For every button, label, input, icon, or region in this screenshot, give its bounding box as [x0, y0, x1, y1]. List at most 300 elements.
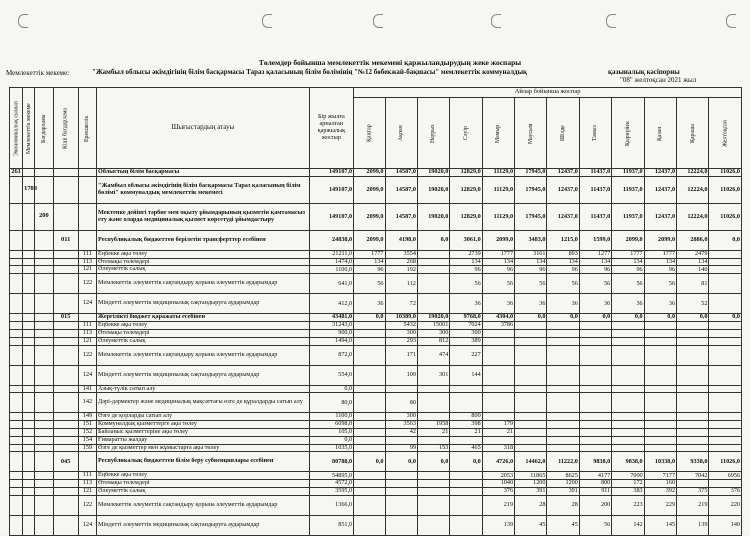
- row-code: 151: [78, 421, 96, 429]
- row-month-value: 12437,0: [644, 203, 676, 230]
- col-header-month: Мамыр: [482, 98, 514, 169]
- row-code: 149: [78, 413, 96, 421]
- row-month-value: [579, 345, 611, 365]
- row-month-value: 56: [547, 274, 579, 294]
- row-month-value: [515, 385, 547, 393]
- row-month-value: [579, 365, 611, 385]
- row-month-value: [612, 428, 644, 436]
- row-month-value: 80: [385, 393, 417, 413]
- row-month-value: 96: [450, 266, 482, 274]
- empty-code-cell: [35, 495, 53, 515]
- row-month-value: 12437,0: [547, 176, 579, 203]
- row-total: 900,0: [309, 329, 354, 337]
- row-month-value: 0,0: [579, 314, 611, 322]
- row-month-value: [354, 322, 385, 330]
- row-month-value: [579, 385, 611, 393]
- hole-mark: [18, 14, 28, 28]
- table-row: [10, 515, 742, 535]
- row-month-value: [579, 329, 611, 337]
- row-month-value: [677, 385, 709, 393]
- row-month-value: 300: [450, 329, 482, 337]
- empty-code-cell: [35, 428, 53, 436]
- row-month-value: [354, 436, 385, 444]
- row-month-value: 0,0: [547, 314, 579, 322]
- row-month-value: 0,0: [677, 314, 709, 322]
- row-month-value: [450, 385, 482, 393]
- empty-code-cell: [23, 452, 35, 472]
- row-total: 0,0: [309, 436, 354, 444]
- row-month-value: 11026,0: [709, 203, 742, 230]
- col-header-econ: Экономикалық сынып: [10, 88, 23, 169]
- empty-code-cell: [35, 345, 53, 365]
- row-month-value: [612, 436, 644, 444]
- row-month-value: [354, 495, 385, 515]
- row-month-value: [644, 444, 676, 452]
- row-month-value: 11437,0: [579, 203, 611, 230]
- row-month-value: 36: [644, 294, 676, 314]
- row-month-value: 36: [579, 294, 611, 314]
- row-total: 1035,0: [309, 444, 354, 452]
- row-month-value: [354, 413, 385, 421]
- row-month-value: [709, 294, 742, 314]
- col-header-subprogram: Кіші бағдарлама: [53, 88, 78, 169]
- hole-mark: [606, 14, 616, 28]
- empty-code-cell: [53, 329, 78, 337]
- row-month-value: 11865: [515, 472, 547, 480]
- col-header-program: Бағдарлама: [35, 88, 53, 169]
- row-month-value: [644, 413, 676, 421]
- row-month-value: 42: [385, 428, 417, 436]
- empty-code-cell: [35, 480, 53, 488]
- row-month-value: [579, 322, 611, 330]
- row-month-value: 56: [450, 274, 482, 294]
- row-month-value: 12437,0: [644, 176, 676, 203]
- row-month-value: [515, 393, 547, 413]
- row-month-value: 140: [677, 266, 709, 274]
- row-total: 80788,0: [309, 452, 354, 472]
- row-name: Өзге де қорларды сатып алу: [97, 413, 310, 421]
- empty-code-cell: [10, 322, 23, 330]
- col-header-month: Қаңтар: [354, 98, 385, 169]
- row-month-value: 56: [515, 274, 547, 294]
- row-month-value: 15001: [417, 322, 449, 330]
- row-month-value: [579, 337, 611, 345]
- row-month-value: 45: [515, 515, 547, 535]
- row-month-value: [450, 480, 482, 488]
- row-month-value: [482, 393, 514, 413]
- row-month-value: [547, 322, 579, 330]
- row-month-value: [547, 385, 579, 393]
- row-total: 1100,0: [309, 266, 354, 274]
- table-row: [10, 203, 742, 230]
- empty-code-cell: [78, 452, 96, 472]
- row-month-value: [677, 413, 709, 421]
- empty-code-cell: [53, 428, 78, 436]
- row-month-value: [644, 322, 676, 330]
- col-header-institution: Мемлекеттік мекеме: [23, 88, 35, 169]
- row-total: 872,0: [309, 345, 354, 365]
- row-month-value: [417, 266, 449, 274]
- row-month-value: 2099,0: [354, 230, 385, 250]
- row-month-value: 11026,0: [709, 452, 742, 472]
- row-month-value: 0,0: [417, 230, 449, 250]
- row-month-value: [515, 365, 547, 385]
- row-name: Байланыс қызметтеріне ақы төлеу: [97, 428, 310, 436]
- row-month-value: [709, 250, 742, 258]
- row-month-value: 3554: [385, 250, 417, 258]
- empty-code-cell: [10, 365, 23, 385]
- empty-code-cell: [35, 266, 53, 274]
- row-month-value: 800: [579, 480, 611, 488]
- col-header-month: Тамыз: [579, 98, 611, 169]
- table-row: [10, 365, 742, 385]
- row-month-value: [547, 345, 579, 365]
- row-month-value: 2099,0: [354, 203, 385, 230]
- empty-code-cell: [10, 274, 23, 294]
- empty-code-cell: [10, 329, 23, 337]
- row-month-value: 2053: [482, 472, 514, 480]
- row-month-value: 11437,0: [579, 176, 611, 203]
- row-month-value: 17945,0: [515, 176, 547, 203]
- row-month-value: 144: [450, 365, 482, 385]
- institution-suffix: қазыналық кәсіпорны: [608, 68, 680, 76]
- empty-code-cell: [53, 472, 78, 480]
- row-month-value: [709, 274, 742, 294]
- row-code: 141: [78, 385, 96, 393]
- row-month-value: [644, 428, 676, 436]
- empty-code-cell: [35, 488, 53, 496]
- row-name: Міндетті әлеуметтік медициналық сақтандыруға аударымдар: [97, 294, 310, 314]
- empty-code-cell: [53, 274, 78, 294]
- row-code: 122: [78, 495, 96, 515]
- empty-code-cell: [53, 169, 78, 177]
- row-name: Республикалық бюджеттен берілетін трансферттер есебінен: [97, 230, 310, 250]
- empty-code-cell: [10, 393, 23, 413]
- col-header-months-group: Айлар бойынша жоспар: [354, 88, 742, 98]
- row-month-value: 465: [450, 444, 482, 452]
- row-total: 54895,0: [309, 472, 354, 480]
- row-month-value: 160: [644, 480, 676, 488]
- empty-code-cell: [53, 337, 78, 345]
- empty-code-cell: [23, 266, 35, 274]
- institution-label: Мемлекеттік мекеме:: [6, 69, 70, 77]
- table-row: [10, 230, 742, 250]
- empty-code-cell: [10, 258, 23, 266]
- row-month-value: 11937,0: [612, 169, 644, 177]
- row-month-value: 96: [547, 266, 579, 274]
- empty-code-cell: [23, 393, 35, 413]
- table-row: [10, 176, 742, 203]
- row-code: 113: [78, 329, 96, 337]
- row-name: Еңбекке ақы төлеу: [97, 250, 310, 258]
- row-code: 011: [53, 230, 78, 250]
- empty-code-cell: [23, 169, 35, 177]
- row-month-value: 11222,0: [547, 452, 579, 472]
- row-total: 24838,0: [309, 230, 354, 250]
- empty-code-cell: [78, 203, 96, 230]
- row-month-value: 134: [450, 258, 482, 266]
- row-month-value: [547, 428, 579, 436]
- row-month-value: 0,0: [417, 452, 449, 472]
- row-code: 111: [78, 250, 96, 258]
- row-total: 4572,0: [309, 480, 354, 488]
- row-name: Өзге де қызметтер мен жұмыстарға ақы төлеу: [97, 444, 310, 452]
- row-month-value: 2099,0: [354, 169, 385, 177]
- row-month-value: 0,0: [354, 314, 385, 322]
- row-month-value: 2099,0: [612, 230, 644, 250]
- empty-code-cell: [53, 480, 78, 488]
- row-month-value: [547, 436, 579, 444]
- row-month-value: 179: [482, 421, 514, 429]
- row-month-value: 391: [547, 488, 579, 496]
- row-month-value: [417, 385, 449, 393]
- row-month-value: 171: [385, 345, 417, 365]
- row-month-value: 172: [612, 480, 644, 488]
- empty-code-cell: [23, 413, 35, 421]
- row-month-value: [385, 515, 417, 535]
- empty-code-cell: [35, 230, 53, 250]
- row-month-value: [417, 393, 449, 413]
- empty-code-cell: [35, 169, 53, 177]
- row-month-value: [709, 329, 742, 337]
- empty-code-cell: [53, 421, 78, 429]
- table-row: [10, 444, 742, 452]
- row-name: Республикалық бюджеттен білім беру субвенциялары есебінен: [97, 452, 310, 472]
- row-month-value: [547, 421, 579, 429]
- row-month-value: 192: [385, 266, 417, 274]
- row-month-value: 1777: [644, 250, 676, 258]
- empty-code-cell: [78, 230, 96, 250]
- row-month-value: [644, 329, 676, 337]
- row-month-value: 153: [417, 444, 449, 452]
- row-month-value: [547, 413, 579, 421]
- row-month-value: 134: [579, 258, 611, 266]
- row-month-value: 293: [385, 337, 417, 345]
- row-month-value: 36: [482, 294, 514, 314]
- row-code: 111: [78, 472, 96, 480]
- empty-code-cell: [53, 436, 78, 444]
- row-month-value: 229: [644, 495, 676, 515]
- row-name: Әлеуметтік салық: [97, 337, 310, 345]
- col-header-specific: Ерекшелік: [78, 88, 96, 169]
- empty-code-cell: [35, 472, 53, 480]
- empty-code-cell: [35, 337, 53, 345]
- row-month-value: [417, 515, 449, 535]
- row-month-value: [515, 337, 547, 345]
- row-month-value: [417, 472, 449, 480]
- row-month-value: 4177: [579, 472, 611, 480]
- empty-code-cell: [23, 314, 35, 322]
- row-month-value: 36: [612, 294, 644, 314]
- empty-code-cell: [10, 488, 23, 496]
- row-month-value: [450, 472, 482, 480]
- empty-code-cell: [10, 413, 23, 421]
- row-code: 121: [78, 488, 96, 496]
- row-month-value: 28: [515, 495, 547, 515]
- table-row: [10, 488, 742, 496]
- row-month-value: [417, 480, 449, 488]
- row-month-value: [547, 365, 579, 385]
- row-month-value: 4304,0: [482, 314, 514, 322]
- row-month-value: 1215,0: [547, 230, 579, 250]
- row-month-value: 56: [482, 274, 514, 294]
- row-month-value: 19020,0: [417, 169, 449, 177]
- row-month-value: [515, 329, 547, 337]
- row-month-value: [579, 428, 611, 436]
- row-month-value: 7024: [450, 322, 482, 330]
- row-month-value: 56: [579, 515, 611, 535]
- empty-code-cell: [23, 421, 35, 429]
- row-total: 1366,0: [309, 495, 354, 515]
- row-month-value: [354, 488, 385, 496]
- row-name: Жергілікті бюджет қаражаты есебінен: [97, 314, 310, 322]
- row-month-value: [354, 472, 385, 480]
- row-month-value: 2886,0: [677, 230, 709, 250]
- row-month-value: 56: [612, 274, 644, 294]
- row-month-value: [354, 329, 385, 337]
- row-month-value: 0,0: [515, 314, 547, 322]
- row-month-value: [579, 444, 611, 452]
- row-month-value: 375: [677, 488, 709, 496]
- row-month-value: 911: [579, 488, 611, 496]
- row-month-value: 1040: [482, 480, 514, 488]
- row-month-value: 383: [612, 488, 644, 496]
- row-name: Мемлекеттік әлеуметтік сақтандыру қорына әлеуметтік аударымдар: [97, 345, 310, 365]
- empty-code-cell: [35, 515, 53, 535]
- empty-code-cell: [10, 250, 23, 258]
- row-total: 412,0: [309, 294, 354, 314]
- row-month-value: 14587,0: [385, 203, 417, 230]
- row-month-value: 36: [515, 294, 547, 314]
- empty-code-cell: [35, 322, 53, 330]
- row-month-value: 56: [579, 274, 611, 294]
- row-month-value: [709, 266, 742, 274]
- empty-code-cell: [35, 314, 53, 322]
- row-month-value: [612, 345, 644, 365]
- row-month-value: 45: [547, 515, 579, 535]
- row-month-value: 6956: [709, 472, 742, 480]
- empty-code-cell: [10, 428, 23, 436]
- empty-code-cell: [35, 329, 53, 337]
- row-month-value: [417, 258, 449, 266]
- empty-code-cell: [35, 250, 53, 258]
- row-month-value: 268: [385, 258, 417, 266]
- row-month-value: 200: [579, 495, 611, 515]
- row-name: Дәрі-дәрмектер және медициналық мақсаттағы өзге де құралдарды сатып алу: [97, 393, 310, 413]
- row-month-value: [385, 436, 417, 444]
- row-month-value: 1200: [515, 480, 547, 488]
- row-month-value: 0,0: [612, 314, 644, 322]
- row-month-value: 1958: [417, 421, 449, 429]
- row-month-value: 318: [482, 444, 514, 452]
- table-row: [10, 169, 742, 177]
- col-header-month: Желтоқсан: [709, 98, 742, 169]
- empty-code-cell: [35, 274, 53, 294]
- col-header-month: Наурыз: [417, 98, 449, 169]
- col-header-month: Қыркүйек: [612, 98, 644, 169]
- row-month-value: 2099,0: [354, 176, 385, 203]
- row-month-value: [709, 365, 742, 385]
- row-month-value: [354, 385, 385, 393]
- row-code: 113: [78, 258, 96, 266]
- empty-code-cell: [53, 393, 78, 413]
- empty-code-cell: [10, 495, 23, 515]
- col-header-month: Қазан: [644, 98, 676, 169]
- row-month-value: [677, 444, 709, 452]
- document-date: "08" желтоқсан 2021 жыл: [620, 76, 697, 84]
- row-month-value: 96: [482, 266, 514, 274]
- empty-code-cell: [10, 480, 23, 488]
- row-month-value: [547, 329, 579, 337]
- row-code: 111: [78, 322, 96, 330]
- row-month-value: 9838,0: [579, 452, 611, 472]
- row-month-value: [612, 365, 644, 385]
- row-month-value: 52: [677, 294, 709, 314]
- row-code: 121: [78, 266, 96, 274]
- empty-code-cell: [23, 480, 35, 488]
- empty-code-cell: [35, 393, 53, 413]
- row-month-value: [515, 428, 547, 436]
- row-month-value: 227: [450, 345, 482, 365]
- row-month-value: [450, 515, 482, 535]
- row-month-value: [644, 385, 676, 393]
- row-code: 124: [78, 294, 96, 314]
- row-month-value: 134: [482, 258, 514, 266]
- row-month-value: [354, 444, 385, 452]
- row-month-value: 134: [547, 258, 579, 266]
- row-month-value: [709, 428, 742, 436]
- empty-code-cell: [35, 413, 53, 421]
- row-month-value: 140: [709, 515, 742, 535]
- row-month-value: 96: [354, 266, 385, 274]
- row-month-value: 19020,0: [417, 176, 449, 203]
- row-month-value: 21: [482, 428, 514, 436]
- empty-code-cell: [35, 436, 53, 444]
- hole-mark: [373, 14, 383, 28]
- row-month-value: [354, 480, 385, 488]
- table-row: [10, 345, 742, 365]
- row-month-value: [709, 385, 742, 393]
- row-month-value: 12224,0: [677, 176, 709, 203]
- row-month-value: 12829,0: [450, 176, 482, 203]
- empty-code-cell: [53, 176, 78, 203]
- empty-code-cell: [10, 385, 23, 393]
- row-month-value: [547, 444, 579, 452]
- empty-code-cell: [10, 452, 23, 472]
- row-month-value: 2739: [450, 250, 482, 258]
- row-name: Мектепке дейінгі тәрбие мен оқыту ұйымдарының қызметін қамтамасыз ету және оларда медициналық қызмет көрсетуді ұйымдастыру: [97, 203, 310, 230]
- row-month-value: 1777: [354, 250, 385, 258]
- row-month-value: [644, 436, 676, 444]
- empty-code-cell: [53, 385, 78, 393]
- row-month-value: 10389,0: [385, 314, 417, 322]
- empty-code-cell: [10, 266, 23, 274]
- row-month-value: 12224,0: [677, 169, 709, 177]
- row-month-value: 36: [547, 294, 579, 314]
- row-month-value: [644, 365, 676, 385]
- empty-code-cell: [35, 365, 53, 385]
- row-month-value: [515, 421, 547, 429]
- row-month-value: 398: [450, 421, 482, 429]
- empty-code-cell: [53, 258, 78, 266]
- empty-code-cell: [53, 345, 78, 365]
- row-month-value: [644, 393, 676, 413]
- row-code: 113: [78, 480, 96, 488]
- row-month-value: 391: [515, 488, 547, 496]
- row-month-value: 134: [677, 258, 709, 266]
- row-total: 149107,0: [309, 203, 354, 230]
- row-month-value: [482, 337, 514, 345]
